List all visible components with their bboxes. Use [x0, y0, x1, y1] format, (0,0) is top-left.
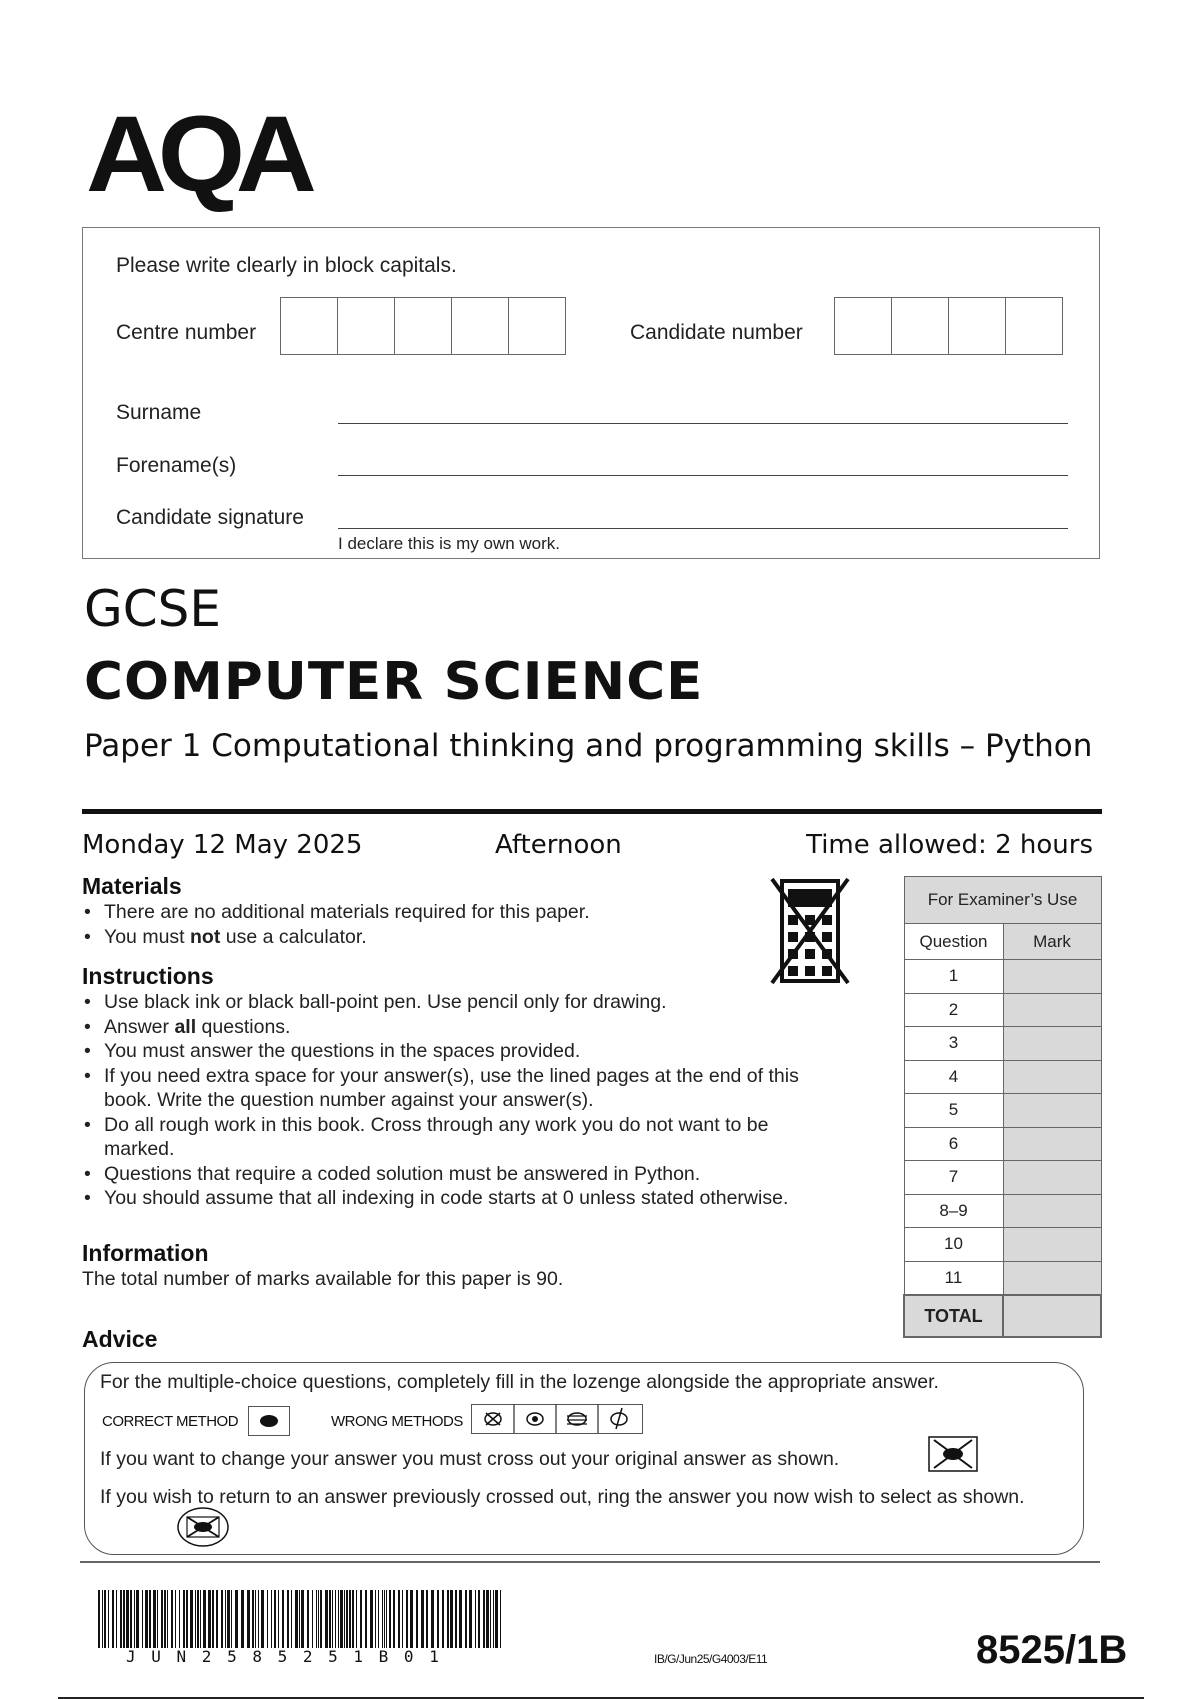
exam-subject: COMPUTER SCIENCE: [84, 652, 704, 712]
correct-method-label: CORRECT METHOD: [102, 1413, 239, 1430]
mark-cell: [1003, 1161, 1101, 1195]
instruction-item: • You should assume that all indexing in code starts at 0 unless stated otherwise.: [82, 1186, 852, 1211]
exam-date: Monday 12 May 2025: [82, 830, 363, 860]
mark-cell: [1003, 960, 1101, 994]
instructions-section: [82, 963, 852, 1211]
crossed-out-lozenge-icon: [928, 1436, 978, 1477]
question-column-header: Question: [904, 924, 1003, 960]
table-row: 4: [904, 1060, 1101, 1094]
advice-line-1: For the multiple-choice questions, completely fill in the lozenge alongside the appropriate answer.: [100, 1371, 939, 1393]
table-row: 6: [904, 1127, 1101, 1161]
mark-cell: [1003, 1060, 1101, 1094]
aqa-logo: AQA: [86, 93, 308, 214]
advice-line-2: If you want to change your answer you must cross out your original answer as shown.: [100, 1448, 840, 1470]
wrong-methods-lozenges-icon: [471, 1404, 643, 1434]
mark-cell: [1003, 1094, 1101, 1128]
instruction-item: • If you need extra space for your answer(s), use the lined pages at the end of this book. Write the question number against your answer(s).: [82, 1064, 824, 1113]
candidate-number-boxes[interactable]: [834, 297, 1063, 355]
information-text: The total number of marks available for this paper is 90.: [82, 1268, 564, 1290]
paper-title: Paper 1 Computational thinking and programming skills – Python: [84, 728, 1093, 764]
exam-session: Afternoon: [495, 830, 622, 860]
ringed-lozenge-icon: [176, 1506, 230, 1553]
document-reference: IB/G/Jun25/G4003/E11: [654, 1652, 768, 1666]
forename-field[interactable]: [338, 475, 1068, 476]
instruction-item: • Answer all questions.: [82, 1015, 852, 1040]
instruction-item: • You must answer the questions in the spaces provided.: [82, 1039, 852, 1064]
table-row: 7: [904, 1161, 1101, 1195]
surname-label: Surname: [116, 401, 202, 424]
examiner-use-table: [903, 876, 1102, 1338]
advice-heading: Advice: [82, 1326, 158, 1352]
table-row: [904, 1295, 1101, 1337]
signature-label: Candidate signature: [116, 506, 304, 529]
table-row: 11: [904, 1261, 1101, 1295]
table-row: 1: [904, 960, 1101, 994]
advice-line-3: If you wish to return to an answer previously crossed out, ring the answer you now wish to select as shown.: [100, 1486, 1025, 1508]
table-row: 2: [904, 993, 1101, 1027]
materials-heading: Materials: [82, 873, 182, 899]
information-section: [82, 1240, 802, 1291]
instruction-item: • Use black ink or black ball-point pen. Use pencil only for drawing.: [82, 990, 852, 1015]
paper-code: 8525/1B: [976, 1628, 1128, 1672]
table-row: 3: [904, 1027, 1101, 1061]
divider-rule: [82, 809, 1102, 814]
table-row: 10: [904, 1228, 1101, 1262]
centre-number-label: Centre number: [116, 321, 257, 344]
information-heading: Information: [82, 1240, 209, 1266]
barcode-icon: [98, 1590, 508, 1650]
exam-level: GCSE: [84, 580, 221, 638]
mark-column-header: Mark: [1003, 924, 1101, 960]
block-capitals-instruction: Please write clearly in block capitals.: [116, 254, 457, 277]
signature-field[interactable]: [338, 528, 1068, 529]
advice-divider: [80, 1561, 1100, 1563]
mark-cell: [1003, 1228, 1101, 1262]
table-row: 8–9: [904, 1194, 1101, 1228]
instruction-item: • Questions that require a coded solution must be answered in Python.: [82, 1162, 852, 1187]
time-allowed: Time allowed: 2 hours: [806, 830, 1093, 860]
materials-section: [82, 873, 802, 949]
wrong-methods-label: WRONG METHODS: [331, 1413, 463, 1430]
candidate-number-label: Candidate number: [630, 321, 803, 344]
mark-cell: [1003, 1127, 1101, 1161]
mark-cell: [1003, 993, 1101, 1027]
mark-cell: [1003, 1194, 1101, 1228]
materials-item: • There are no additional materials required for this paper.: [82, 900, 802, 925]
mark-cell: [1003, 1027, 1101, 1061]
declaration-text: I declare this is my own work.: [338, 534, 561, 553]
centre-number-boxes[interactable]: [280, 297, 566, 355]
total-label: TOTAL: [904, 1295, 1003, 1337]
table-row: 5: [904, 1094, 1101, 1128]
surname-field[interactable]: [338, 423, 1068, 424]
total-mark-cell: [1003, 1295, 1101, 1337]
barcode-text: J U N 2 5 8 5 2 5 1 B 0 1: [126, 1647, 442, 1666]
instructions-heading: Instructions: [82, 963, 214, 989]
instruction-item: • Do all rough work in this book. Cross through any work you do not want to be marked.: [82, 1113, 804, 1162]
mark-cell: [1003, 1261, 1101, 1295]
examiner-table-title: For Examiner’s Use: [904, 877, 1101, 924]
page-bottom-rule: [58, 1697, 1144, 1699]
materials-item: • You must not use a calculator.: [82, 925, 802, 950]
forename-label: Forename(s): [116, 454, 237, 477]
correct-method-lozenge-icon: [248, 1406, 290, 1436]
